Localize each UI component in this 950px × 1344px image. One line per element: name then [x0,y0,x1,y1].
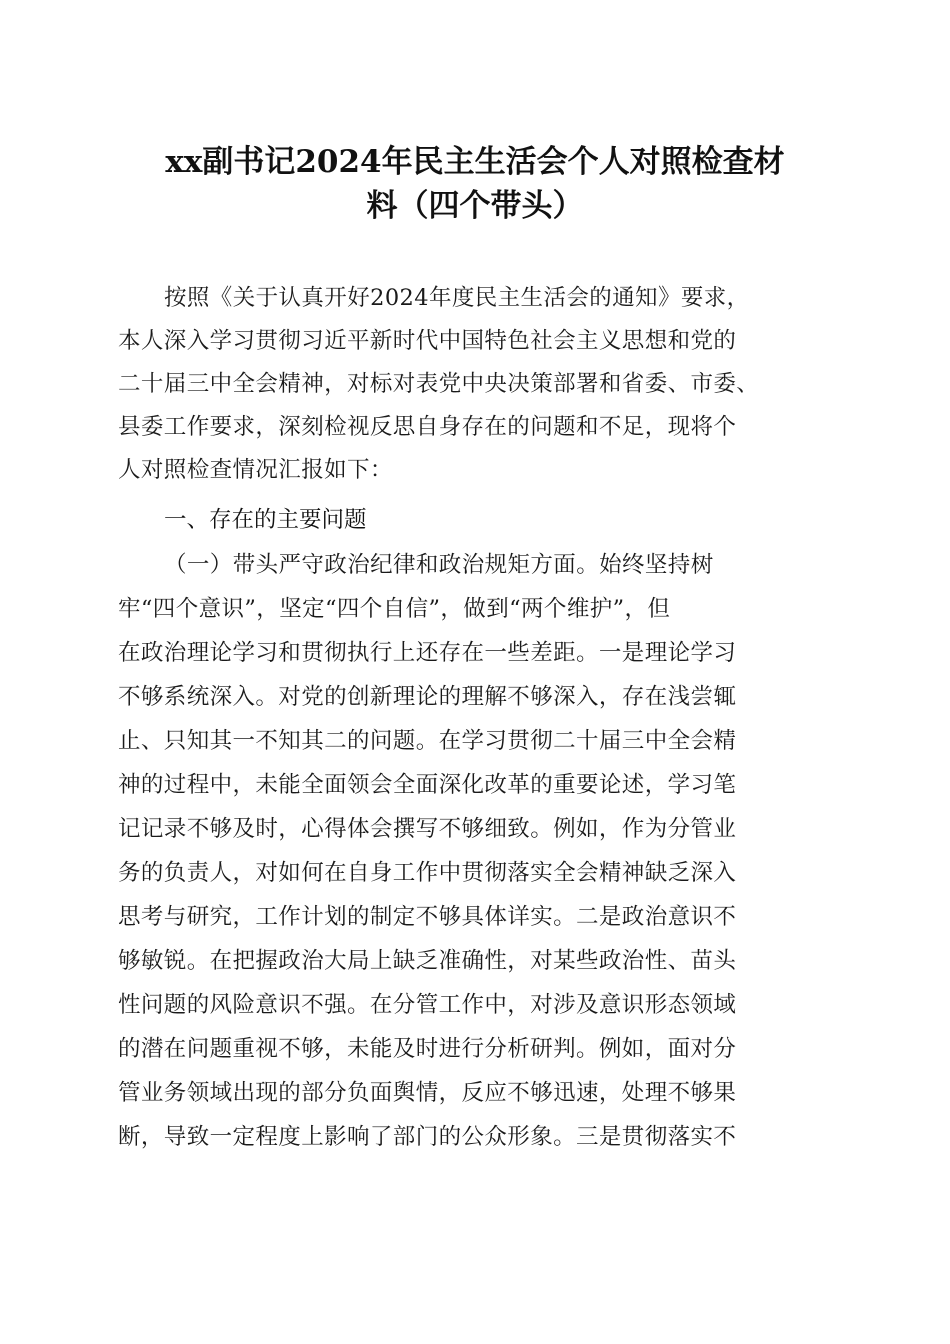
body-line: 记记录不够及时，心得体会撰写不够细致。例如，作为分管业 [118,816,737,842]
intro-line-4: 县委工作要求，深刻检视反思自身存在的问题和不足，现将个 [118,414,737,440]
document-title-line-1: xx副书记2024年民主生活会个人对照检查材 [165,144,785,180]
body-line: 不够系统深入。对党的创新理论的理解不够深入，存在浅尝辄 [118,684,737,710]
subsection-first-line [164,550,714,580]
body-line: 管业务领域出现的部分负面舆情，反应不够迅速，处理不够果 [118,1080,737,1106]
intro-line-2: 本人深入学习贯彻习近平新时代中国特色社会主义思想和党的 [118,328,737,354]
intro-line-5: 人对照检查情况汇报如下： [118,457,393,483]
body-line: 在政治理论学习和贯彻执行上还存在一些差距。一是理论学习 [118,640,737,666]
body-line: 性问题的风险意识不强。在分管工作中，对涉及意识形态领域 [118,992,737,1018]
body-line: 思考与研究，工作计划的制定不够具体详实。二是政治意识不 [118,904,737,930]
subsection-first-line-tail: 始终坚持树 [599,552,714,578]
body-line: 务的负责人，对如何在自身工作中贯彻落实全会精神缺乏深入 [118,860,737,886]
body-line: 断，导致一定程度上影响了部门的公众形象。三是贯彻落实不 [118,1124,737,1150]
body-line: 神的过程中，未能全面领会全面深化改革的重要论述，学习笔 [118,772,737,798]
body-line: 牢“四个意识”，坚定“四个自信”，做到“两个维护”，但 [118,596,671,622]
section-heading-problems: 一、存在的主要问题 [164,507,367,533]
body-line: 的潜在问题重视不够，未能及时进行分析研判。例如，面对分 [118,1036,737,1062]
body-line: 够敏锐。在把握政治大局上缺乏准确性，对某些政治性、苗头 [118,948,737,974]
body-line: 止、只知其一不知其二的问题。在学习贯彻二十届三中全会精 [118,728,737,754]
document-title-line-2: 料（四个带头） [366,188,584,224]
subsection-heading: （一）带头严守政治纪律和政治规矩方面。 [164,552,600,578]
intro-line-3: 二十届三中全会精神，对标对表党中央决策部署和省委、市委、 [118,371,760,397]
intro-line-1: 按照《关于认真开好2024年度民主生活会的通知》要求， [164,285,750,311]
